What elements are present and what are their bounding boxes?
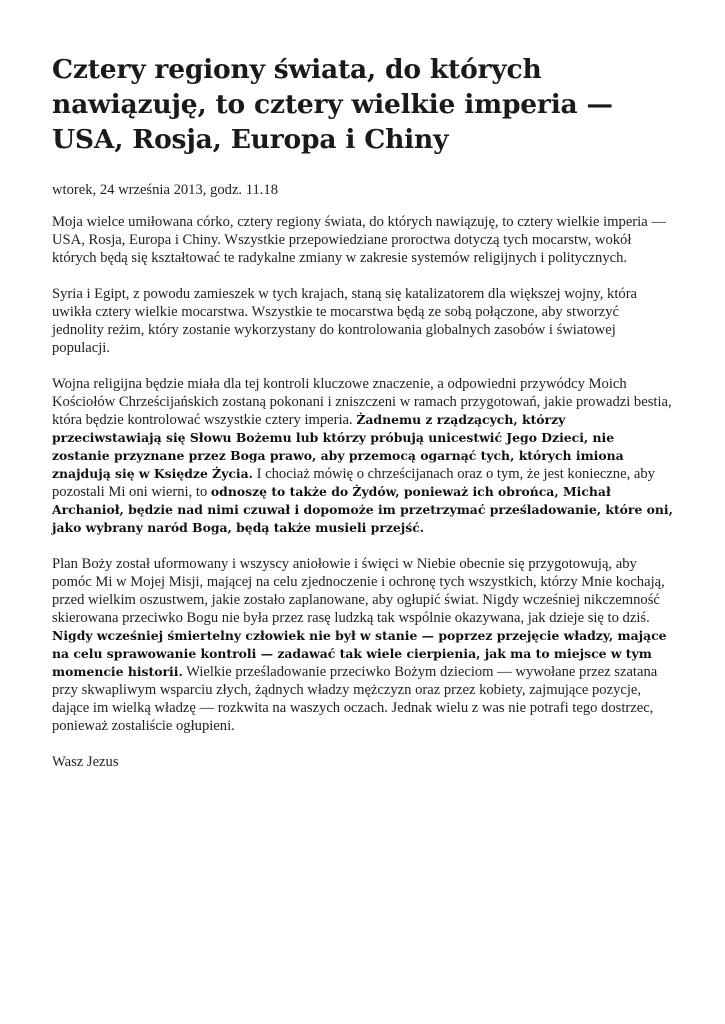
emphasized-text: Żadnemu z rządzących, którzy przeciwstawiają się Słowu Bożemu lub którzy próbują unicestwić Jego Dzieci, nie zostanie przyznane przez Boga prawo, aby przemocą ogarnąć tych, których imiona znajdują się w Księdze Życia. — [52, 412, 624, 481]
paragraph-text: Wasz Jezus — [52, 754, 119, 770]
article-date: wtorek, 24 września 2013, godz. 11.18 — [52, 182, 279, 198]
signature — [52, 753, 674, 771]
paragraph-text: Wojna religijna będzie miała dla tej kontroli kluczowe znaczenie, a odpowiedni przywódcy Moich Kościołów Chrześcijańskich zostaną pokonani i zniszczeni w ramach przygotowań, jakie prowadzi bestia, która będzie kontrolować wszystkie cztery imperia. — [52, 376, 672, 428]
paragraph-text: Syria i Egipt, z powodu zamieszek w tych krajach, staną się katalizatorem dla większej wojny, która uwikła cztery wielkie mocarstwa. Wszystkie te mocarstwa będą ze sobą połączone, aby stworzyć jednolity reżim, który zostanie wykorzystany do kontrolowania globalnych zasobów i światowej populacji. — [52, 286, 638, 356]
paragraph-text: Moja wielce umiłowana córko, cztery regiony świata, do których nawiązuję, to cztery wielkie imperia — USA, Rosja, Europa i Chiny. Wszystkie przepowiedziane proroctwa dotyczą tych mocarstw, wokół których będą się kształtować te radykalne zmiany w zakresie systemów religijnych i politycznych. — [52, 214, 666, 266]
paragraph — [52, 375, 674, 537]
paragraph-text: I chociaż mówię o chrześcijanach oraz o tym, że jest konieczne, aby pozostali Mi oni wierni, to — [52, 466, 655, 500]
paragraph — [52, 555, 674, 735]
paragraph — [52, 285, 674, 357]
paragraph-text: Wielkie prześladowanie przeciwko Bożym dzieciom — wywołane przez szatana przy skwapliwym wsparciu złych, żądnych władzy mężczyzn oraz przez kobiety, zajmujące pozycje, dające im wielką władzę — rozkwita na waszych oczach. Jednak wielu z was nie potrafi tego dostrzec, ponieważ zostaliście ogłupieni. — [52, 664, 658, 734]
paragraph-text: Plan Boży został uformowany i wszyscy aniołowie i święci w Niebie obecnie się przygotowują, aby pomóc Mi w Mojej Misji, mającej na celu zjednoczenie i ochronę tych wszystkich, którzy Mnie kochają, przed wielkim oszustwem, jakie zostało zaplanowane, aby ogłupić świat. Nigdy wcześniej nikczemność skierowana przeciwko Bogu nie była przez rasę ludzką tak wspólnie okazywana, jak dzieje się to dziś. — [52, 556, 665, 626]
article — [52, 0, 674, 789]
paragraph — [52, 213, 674, 267]
article-body — [52, 213, 674, 771]
emphasized-text: Nigdy wcześniej śmiertelny człowiek nie był w stanie — poprzez przejęcie władzy, mające na celu sprawowanie kontroli — zadawać tak wiele cierpienia, jak ma to miejsce w tym momencie historii. — [52, 628, 667, 679]
emphasized-text: odnoszę to także do Żydów, ponieważ ich obrońca, Michał Archanioł, będzie nad nimi czuwał i dopomoże im przetrzymać prześladowanie, które oni, jako wybrany naród Boga, będą także musieli przejść. — [52, 484, 673, 535]
article-title: Cztery regiony świata, do których nawiązuję, to cztery wielkie imperia — USA, Rosja, Europa i Chiny — [52, 54, 613, 155]
